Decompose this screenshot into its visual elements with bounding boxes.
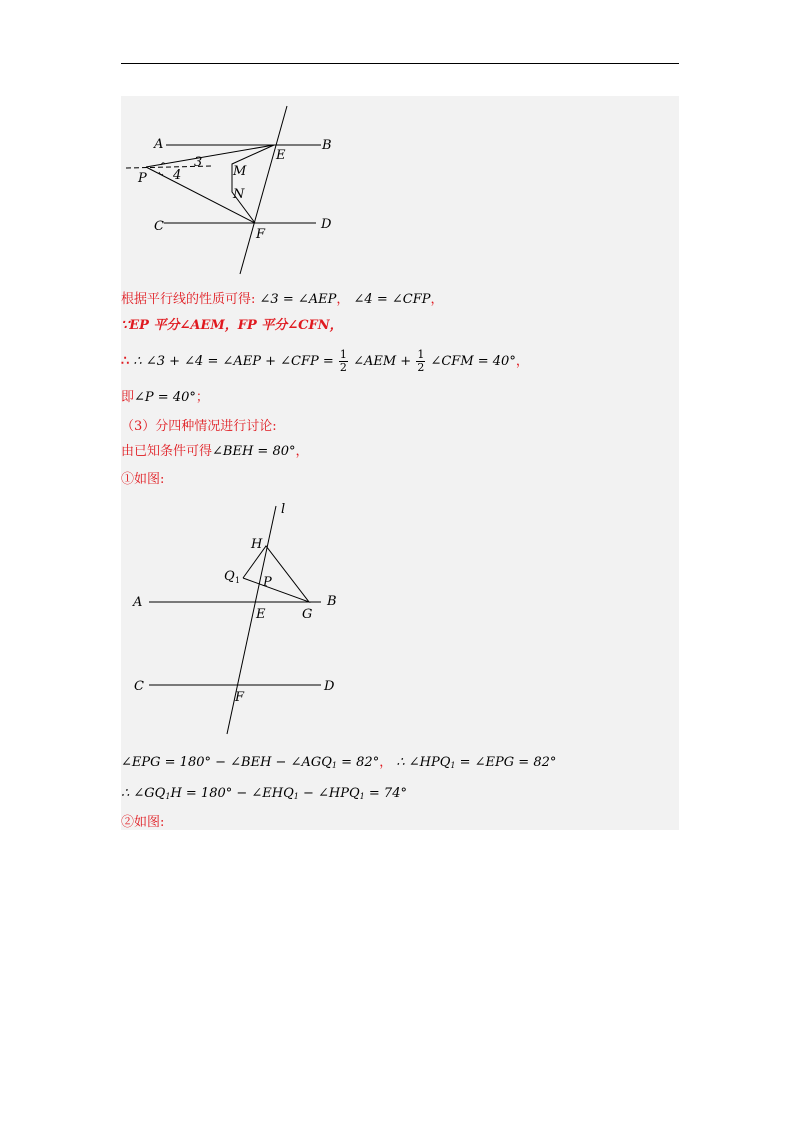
label-d-2: D <box>324 679 335 694</box>
label-e: E <box>276 148 286 163</box>
text-line-1: 根据平行线的性质可得: ∠3 = ∠AEP， ∠4 = ∠CFP， <box>121 292 444 307</box>
fraction-1: $\frac{1}{2}$ <box>339 348 347 374</box>
fraction-2: $\frac{1}{2}$ <box>417 348 425 374</box>
label-d: D <box>321 217 332 232</box>
text-line-3: ∴ ∴ ∠3 + ∠4 = ∠AEP + ∠CFP = $\frac{1}{2}$ ∠AEM + $\frac{1}{2}$ ∠CFM = 40°， <box>121 348 529 374</box>
label-b-2: B <box>327 594 337 609</box>
label-m: M <box>233 164 247 179</box>
segment-q-h-g <box>243 546 309 602</box>
label-f-2: F <box>235 690 245 705</box>
label-angle-3: 3 <box>194 155 203 170</box>
label-a: A <box>154 137 164 152</box>
label-f: F <box>256 227 266 242</box>
label-q-sub: 1 <box>235 576 241 585</box>
label-h: H <box>251 537 263 552</box>
text-line-4: 即∠P = 40°； <box>121 390 209 405</box>
solution-panel <box>121 96 679 830</box>
label-angle-4: 4 <box>173 168 182 183</box>
label-p-2: P <box>263 575 272 590</box>
label-n: N <box>233 187 245 202</box>
text-line-9: ∴ ∠GQ1H = 180° − ∠EHQ1 − ∠HPQ1 = 74° <box>121 786 407 801</box>
label-g: G <box>302 607 313 622</box>
label-p: P <box>138 171 147 186</box>
figure-1 <box>121 104 351 279</box>
figure-2-diagram <box>121 496 361 741</box>
figure-1-diagram <box>121 104 351 279</box>
text-line-5: （3）分四种情况进行讨论: <box>121 419 277 434</box>
segment-emnf <box>232 145 274 223</box>
text-line-6: 由已知条件可得∠BEH = 80°， <box>121 444 309 459</box>
label-a-2: A <box>133 595 143 610</box>
text-line-8: ∠EPG = 180° − ∠BEH − ∠AGQ1 = 82°， ∴ ∠HPQ1 = ∠EPG = 82° <box>121 755 557 770</box>
text-line-7: ①如图: <box>121 472 165 487</box>
transversal-ef <box>240 106 287 274</box>
text-line-10: ②如图: <box>121 815 165 830</box>
label-b: B <box>322 138 332 153</box>
label-e-2: E <box>256 607 266 622</box>
header-rule <box>121 63 679 64</box>
label-c-2: C <box>134 679 144 694</box>
text-line-2: ∵EP 平分∠AEM，FP 平分∠CFN， <box>121 318 343 333</box>
label-c: C <box>154 219 164 234</box>
label-l: l <box>281 502 286 517</box>
figure-2 <box>121 496 361 741</box>
label-q: Q <box>224 569 235 584</box>
